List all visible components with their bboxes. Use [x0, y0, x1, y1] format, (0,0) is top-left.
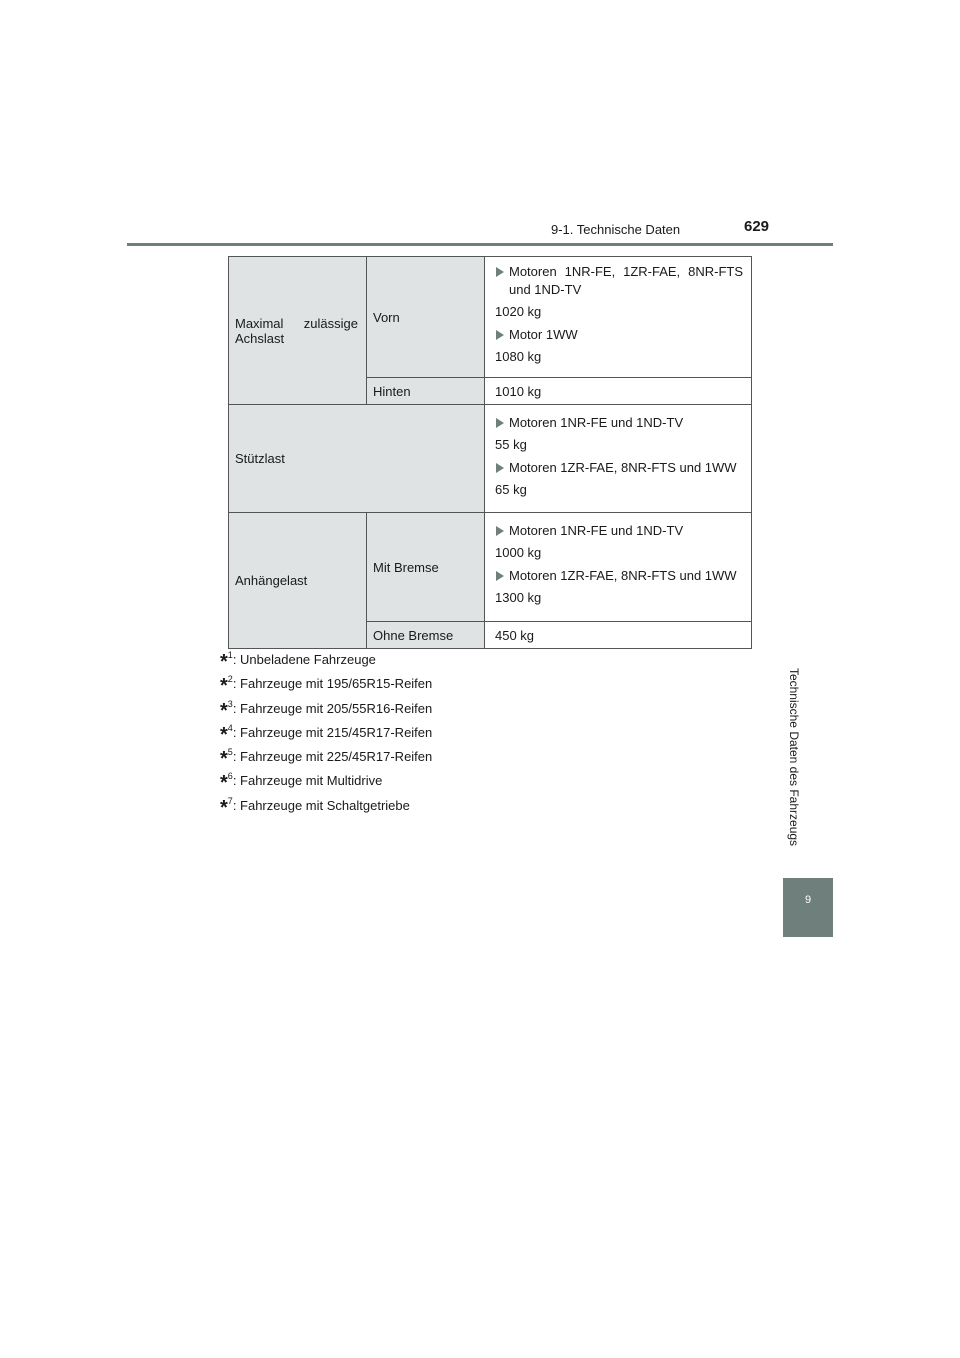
- footnote-text: : Fahrzeuge mit Multidrive: [232, 773, 383, 789]
- footnote-number: 1: [227, 650, 233, 660]
- header-rule: [127, 243, 833, 246]
- chapter-tab: 9: [783, 878, 833, 937]
- bullet-item: Motoren 1NR-FE und 1ND-TV: [495, 414, 743, 432]
- label-mit-bremse: Mit Bremse: [367, 513, 485, 622]
- value-text: 1300 kg: [495, 590, 542, 605]
- table-row-stuetzlast: [229, 405, 752, 513]
- value-vorn: [485, 257, 752, 378]
- bullet-item: Motoren 1NR-FE und 1ND-TV: [495, 522, 743, 540]
- footnote-number: 4: [227, 722, 233, 733]
- footnote: [220, 645, 432, 673]
- footnote-text: : Fahrzeuge mit Schaltgetriebe: [232, 797, 410, 813]
- footnote-mark: *: [220, 796, 228, 819]
- value-mit-bremse: [485, 513, 752, 622]
- footnote: [220, 694, 433, 722]
- footnote-mark: *: [220, 699, 228, 722]
- footnote-text: : Fahrzeuge mit 205/55R16-Reifen: [232, 700, 433, 716]
- footnote: [220, 766, 432, 795]
- footnote: [220, 669, 433, 698]
- footnote: [220, 791, 432, 819]
- footnote: [220, 742, 433, 771]
- label-achslast: [229, 257, 367, 405]
- value-text: 1000 kg: [495, 545, 542, 560]
- footnote-mark: *: [220, 675, 228, 698]
- value-text: 65 kg: [495, 481, 527, 497]
- footnote-mark: *: [220, 723, 228, 746]
- label-ohne-bremse: Ohne Bremse: [367, 622, 485, 649]
- label-achslast-line2: Achslast: [235, 330, 285, 346]
- footnote-mark: *: [220, 772, 228, 795]
- footnote-text: : Unbeladene Fahrzeuge: [232, 652, 376, 667]
- value-text: 55 kg: [495, 436, 527, 452]
- chapter-side-title: [782, 657, 806, 857]
- footnote-mark: *: [220, 651, 228, 673]
- footnote-number: 5: [227, 747, 233, 758]
- value-hinten: 1010 kg: [485, 378, 752, 405]
- footnote-number: 2: [227, 674, 233, 685]
- footnote-number: 3: [227, 698, 233, 709]
- footnote-number: 7: [227, 795, 233, 806]
- footnote-mark: *: [220, 748, 228, 771]
- bullet-item: Motoren 1ZR-FAE, 8NR-FTS und 1WW: [495, 567, 743, 585]
- footnote-text: : Fahrzeuge mit 225/45R17-Reifen: [232, 749, 433, 765]
- footnote-number: 6: [227, 771, 233, 782]
- value-stuetzlast: [485, 405, 752, 513]
- value-text: 1080 kg: [495, 349, 542, 364]
- label-achslast-line1: Maximal zulässige: [235, 315, 358, 331]
- section-title: 9-1. Technische Daten: [551, 222, 681, 237]
- label-vorn: Vorn: [367, 257, 485, 378]
- footnote-text: : Fahrzeuge mit 215/45R17-Reifen: [232, 724, 433, 740]
- label-hinten: Hinten: [367, 378, 485, 405]
- table-row-achslast-vorn: [229, 257, 752, 378]
- footnotes: [220, 645, 433, 819]
- footnote-text: : Fahrzeuge mit 195/65R15-Reifen: [232, 676, 433, 692]
- label-anhaengelast: Anhängelast: [229, 513, 367, 649]
- bullet-item: Motor 1WW: [495, 326, 743, 344]
- page-number: 629: [744, 218, 770, 235]
- value-ohne-bremse: 450 kg: [485, 622, 752, 649]
- spec-table: [228, 256, 752, 649]
- chapter-side-title-text: Technische Daten des Fahrzeugs: [787, 667, 801, 847]
- label-stuetzlast: Stützlast: [229, 405, 485, 513]
- table-row-anhaengelast-mit: [229, 513, 752, 622]
- footnote: [220, 718, 433, 746]
- value-text: 1020 kg: [495, 304, 542, 319]
- bullet-item: Motoren 1NR-FE, 1ZR-FAE, 8NR-FTS und 1ND-TV: [495, 263, 743, 299]
- bullet-item: Motoren 1ZR-FAE, 8NR-FTS und 1WW: [495, 459, 743, 477]
